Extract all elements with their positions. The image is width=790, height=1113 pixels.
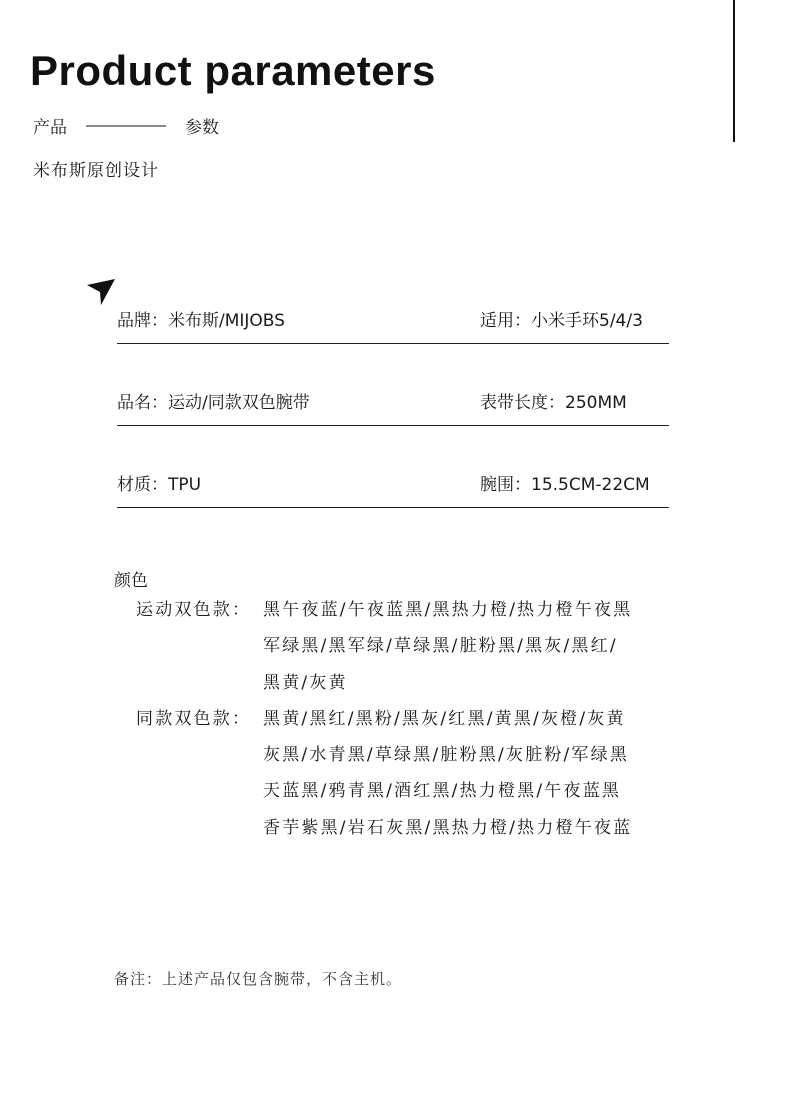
pointer-arrow-icon <box>85 278 117 306</box>
subtitle-left: 产品 <box>33 118 67 138</box>
param-row-material <box>117 475 669 508</box>
color-line: 黑黄/黑红/黑粉/黑灰/红黑/黄黑/灰橙/灰黄 <box>263 708 626 729</box>
color-line: 香芋紫黑/岩石灰黑/黑热力橙/热力橙午夜蓝 <box>263 817 633 838</box>
subtitle <box>33 113 219 138</box>
param-product-name: 品名：运动/同款双色腕带 <box>117 393 310 413</box>
color-line: 黑午夜蓝/午夜蓝黑/黑热力橙/热力橙午夜黑 <box>263 600 633 620</box>
color-group-same-style <box>136 701 632 846</box>
param-row-name <box>117 393 669 426</box>
param-wrist-size: 腕围：15.5CM-22CM <box>480 475 650 495</box>
param-row-brand <box>117 311 669 344</box>
param-brand: 品牌：米布斯/MIJOBS <box>117 311 285 331</box>
param-material: 材质：TPU <box>117 475 202 495</box>
color-line: 天蓝黑/鸦青黑/酒红黑/热力橙黑/午夜蓝黑 <box>263 781 622 802</box>
page-title: Product parameters <box>30 47 436 94</box>
color-group-label: 运动双色款： <box>136 600 252 620</box>
color-line: 军绿黑/黑军绿/草绿黑/脏粉黑/黑灰/黑红/ <box>263 636 618 657</box>
subtitle-right: 参数 <box>185 118 219 138</box>
brand-line: 米布斯原创设计 <box>33 161 159 181</box>
param-strap-length: 表带长度：250MM <box>480 393 627 413</box>
color-group-label: 同款双色款： <box>136 708 252 729</box>
subtitle-divider <box>86 125 166 127</box>
colors-list <box>136 592 632 846</box>
colors-heading: 颜色 <box>114 571 148 591</box>
color-line: 黑黄/灰黄 <box>263 672 348 693</box>
color-line: 灰黑/水青黑/草绿黑/脏粉黑/灰脏粉/军绿黑 <box>263 745 630 766</box>
color-group-sport <box>136 592 632 701</box>
decorative-vertical-line <box>733 0 735 142</box>
param-compatible: 适用：小米手环5/4/3 <box>480 311 643 331</box>
footnote: 备注：上述产品仅包含腕带，不含主机。 <box>114 970 403 988</box>
